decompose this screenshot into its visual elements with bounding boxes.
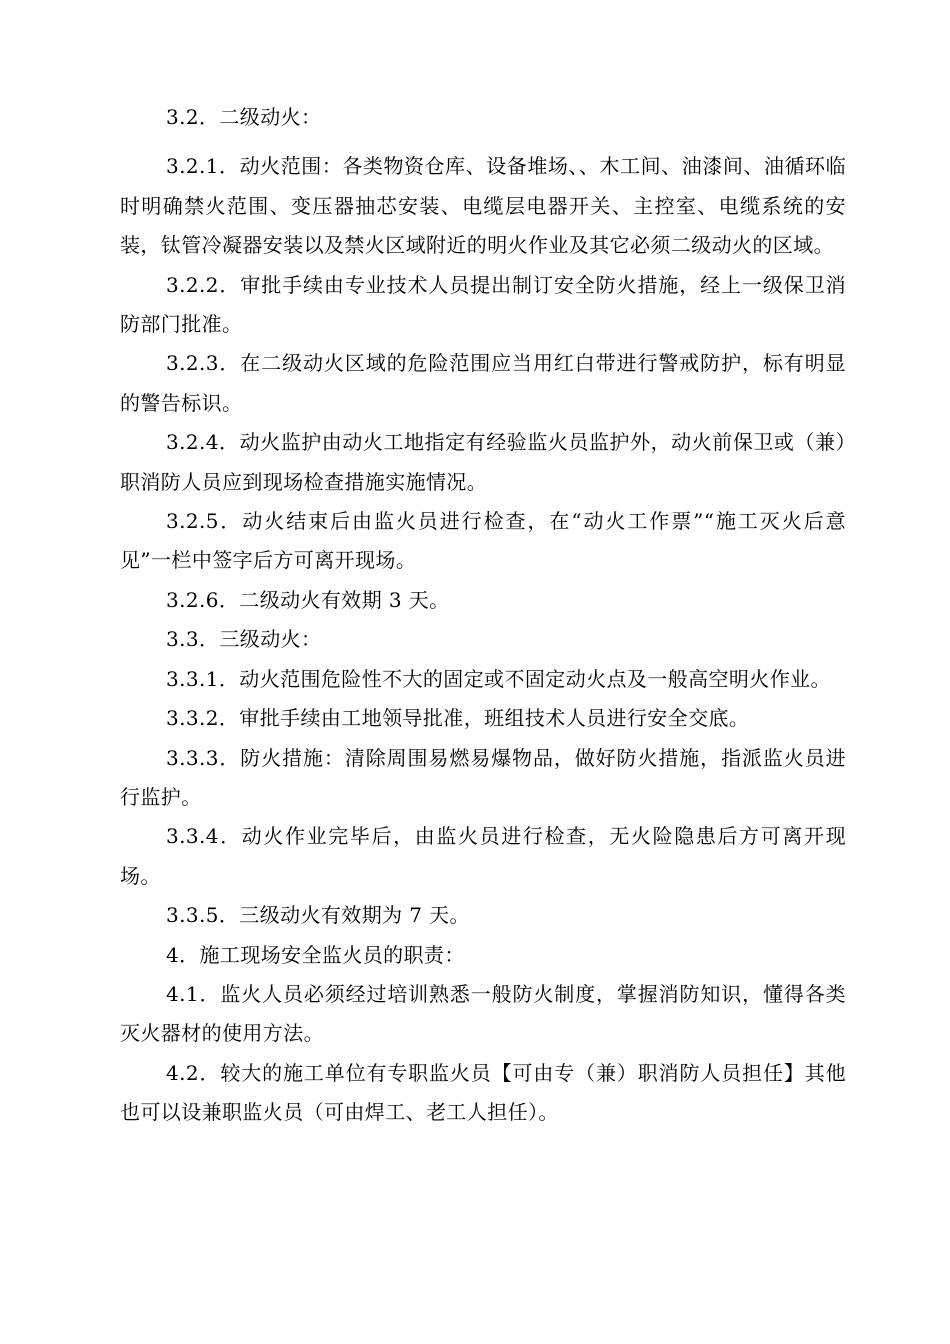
paragraph-3-3-2: 3.3.2．审批手续由工地领导批准，班组技术人员进行安全交底。 — [166, 706, 750, 731]
paragraph-3-2-3: 3.2.3．在二级动火区域的危险范围应当用红白带进行警戒防护，标有明显的警告标识。 — [120, 351, 846, 415]
paragraph-3-2-6: 3.2.6．二级动火有效期 3 天。 — [166, 587, 450, 612]
section-heading-4: 4．施工现场安全监火员的职责： — [166, 942, 465, 967]
document-body — [120, 98, 846, 1133]
paragraph-4-2: 4.2．较大的施工单位有专职监火员【可由专（兼）职消防人员担任】其他也可以设兼职监火员（可由焊工、老工人担任）。 — [120, 1060, 846, 1125]
paragraph-3-2-4: 3.2.4．动火监护由动火工地指定有经验监火员监护外，动火前保卫或（兼）职消防人员应到现场检查措施实施情况。 — [120, 430, 846, 494]
paragraph-3-3-5: 3.3.5．三级动火有效期为 7 天。 — [166, 903, 470, 928]
paragraph-3-2-2: 3.2.2．审批手续由专业技术人员提出制订安全防火措施，经上一级保卫消防部门批准。 — [120, 272, 846, 337]
paragraph-4-1: 4.1．监火人员必须经过培训熟悉一般防火制度，掌握消防知识，懂得各类灭火器材的使用方法。 — [120, 981, 846, 1046]
paragraph-3-3-1: 3.3.1．动火范围危险性不大的固定或不固定动火点及一般高空明火作业。 — [166, 666, 831, 691]
paragraph-3-3-3: 3.3.3．防火措施：清除周围易燃易爆物品，做好防火措施，指派监火员进行监护。 — [120, 745, 846, 809]
section-heading-3-3: 3.3．三级动火： — [166, 627, 322, 652]
paragraph-3-3-4: 3.3.4．动火作业完毕后，由监火员进行检查，无火险隐患后方可离开现场。 — [120, 824, 846, 888]
section-heading-3-2: 3.2．二级动火： — [166, 105, 322, 129]
paragraph-3-2-1: 3.2.1．动火范围：各类物资仓库、设备堆场、、木工间、油漆间、油循环临时明确禁火范围、变压器抽芯安装、电缆层电器开关、主控室、电缆系统的安装，钛管冷凝器安装以及禁火区域附近的明火作业及其它必须二级动火的区域。 — [120, 154, 846, 258]
paragraph-3-2-5: 3.2.5．动火结束后由监火员进行检查，在“动火工作票”“施工灭火后意见”一栏中签字后方可离开现场。 — [120, 509, 846, 573]
